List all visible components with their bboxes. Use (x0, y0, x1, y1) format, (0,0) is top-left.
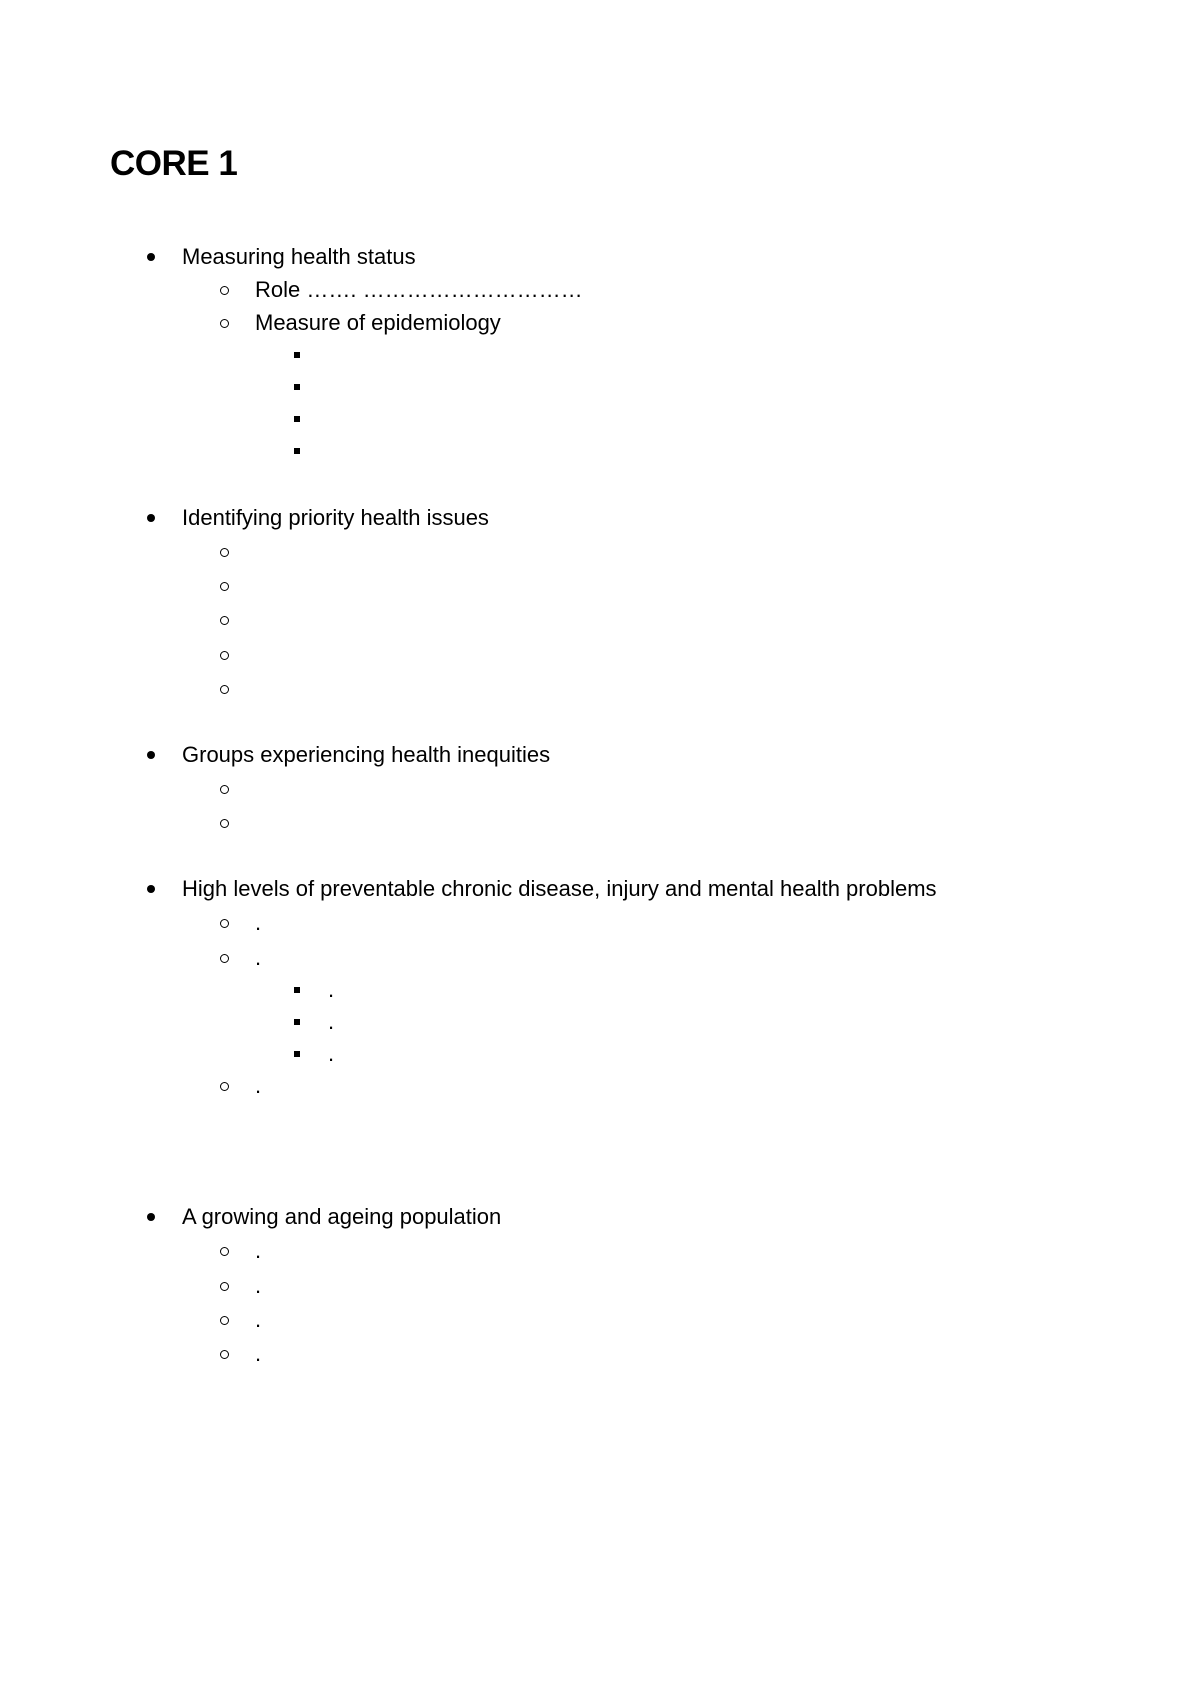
list-item-label: . (328, 977, 335, 1002)
bullet-circle-icon (220, 1247, 229, 1256)
section-heading: A growing and ageing population (182, 1204, 502, 1229)
bullet-circle-icon (220, 685, 229, 694)
list-item-label: Role ……. ………………………… (255, 277, 583, 302)
list-item-label: Measure of epidemiology (255, 310, 501, 335)
bullet-disc-icon (147, 253, 155, 261)
bullet-circle-icon (220, 1350, 229, 1359)
bullet-circle-icon (220, 651, 229, 660)
section-heading: Groups experiencing health inequities (182, 742, 551, 767)
bullet-disc-icon (147, 751, 155, 759)
list-item-label: . (255, 1273, 262, 1298)
section-heading: Measuring health status (182, 244, 416, 269)
bullet-circle-icon (220, 919, 229, 928)
list-item-label: . (255, 910, 262, 935)
bullet-square-icon (294, 448, 300, 454)
bullet-circle-icon (220, 548, 229, 557)
list-item-label: . (255, 1307, 262, 1332)
bullet-square-icon (294, 1051, 300, 1057)
bullet-disc-icon (147, 885, 155, 893)
bullet-square-icon (294, 416, 300, 422)
bullet-circle-icon (220, 819, 229, 828)
bullet-square-icon (294, 352, 300, 358)
bullet-square-icon (294, 987, 300, 993)
bullet-circle-icon (220, 319, 229, 328)
list-item-label: . (328, 1041, 335, 1066)
list-item-label: . (255, 1238, 262, 1263)
section-heading: Identifying priority health issues (182, 505, 489, 530)
bullet-disc-icon (147, 1213, 155, 1221)
section-heading: High levels of preventable chronic disease, injury and mental health problems (182, 876, 937, 901)
bullet-circle-icon (220, 582, 229, 591)
list-item-label: . (255, 1073, 262, 1098)
bullet-circle-icon (220, 286, 229, 295)
bullet-circle-icon (220, 1282, 229, 1291)
bullet-square-icon (294, 1019, 300, 1025)
list-item-label: . (328, 1009, 335, 1034)
page-title: CORE 1 (110, 144, 238, 183)
list-item-label: . (255, 1341, 262, 1366)
bullet-circle-icon (220, 1082, 229, 1091)
bullet-circle-icon (220, 954, 229, 963)
bullet-square-icon (294, 384, 300, 390)
list-item-label: . (255, 945, 262, 970)
bullet-circle-icon (220, 1316, 229, 1325)
bullet-circle-icon (220, 616, 229, 625)
bullet-disc-icon (147, 514, 155, 522)
bullet-circle-icon (220, 785, 229, 794)
